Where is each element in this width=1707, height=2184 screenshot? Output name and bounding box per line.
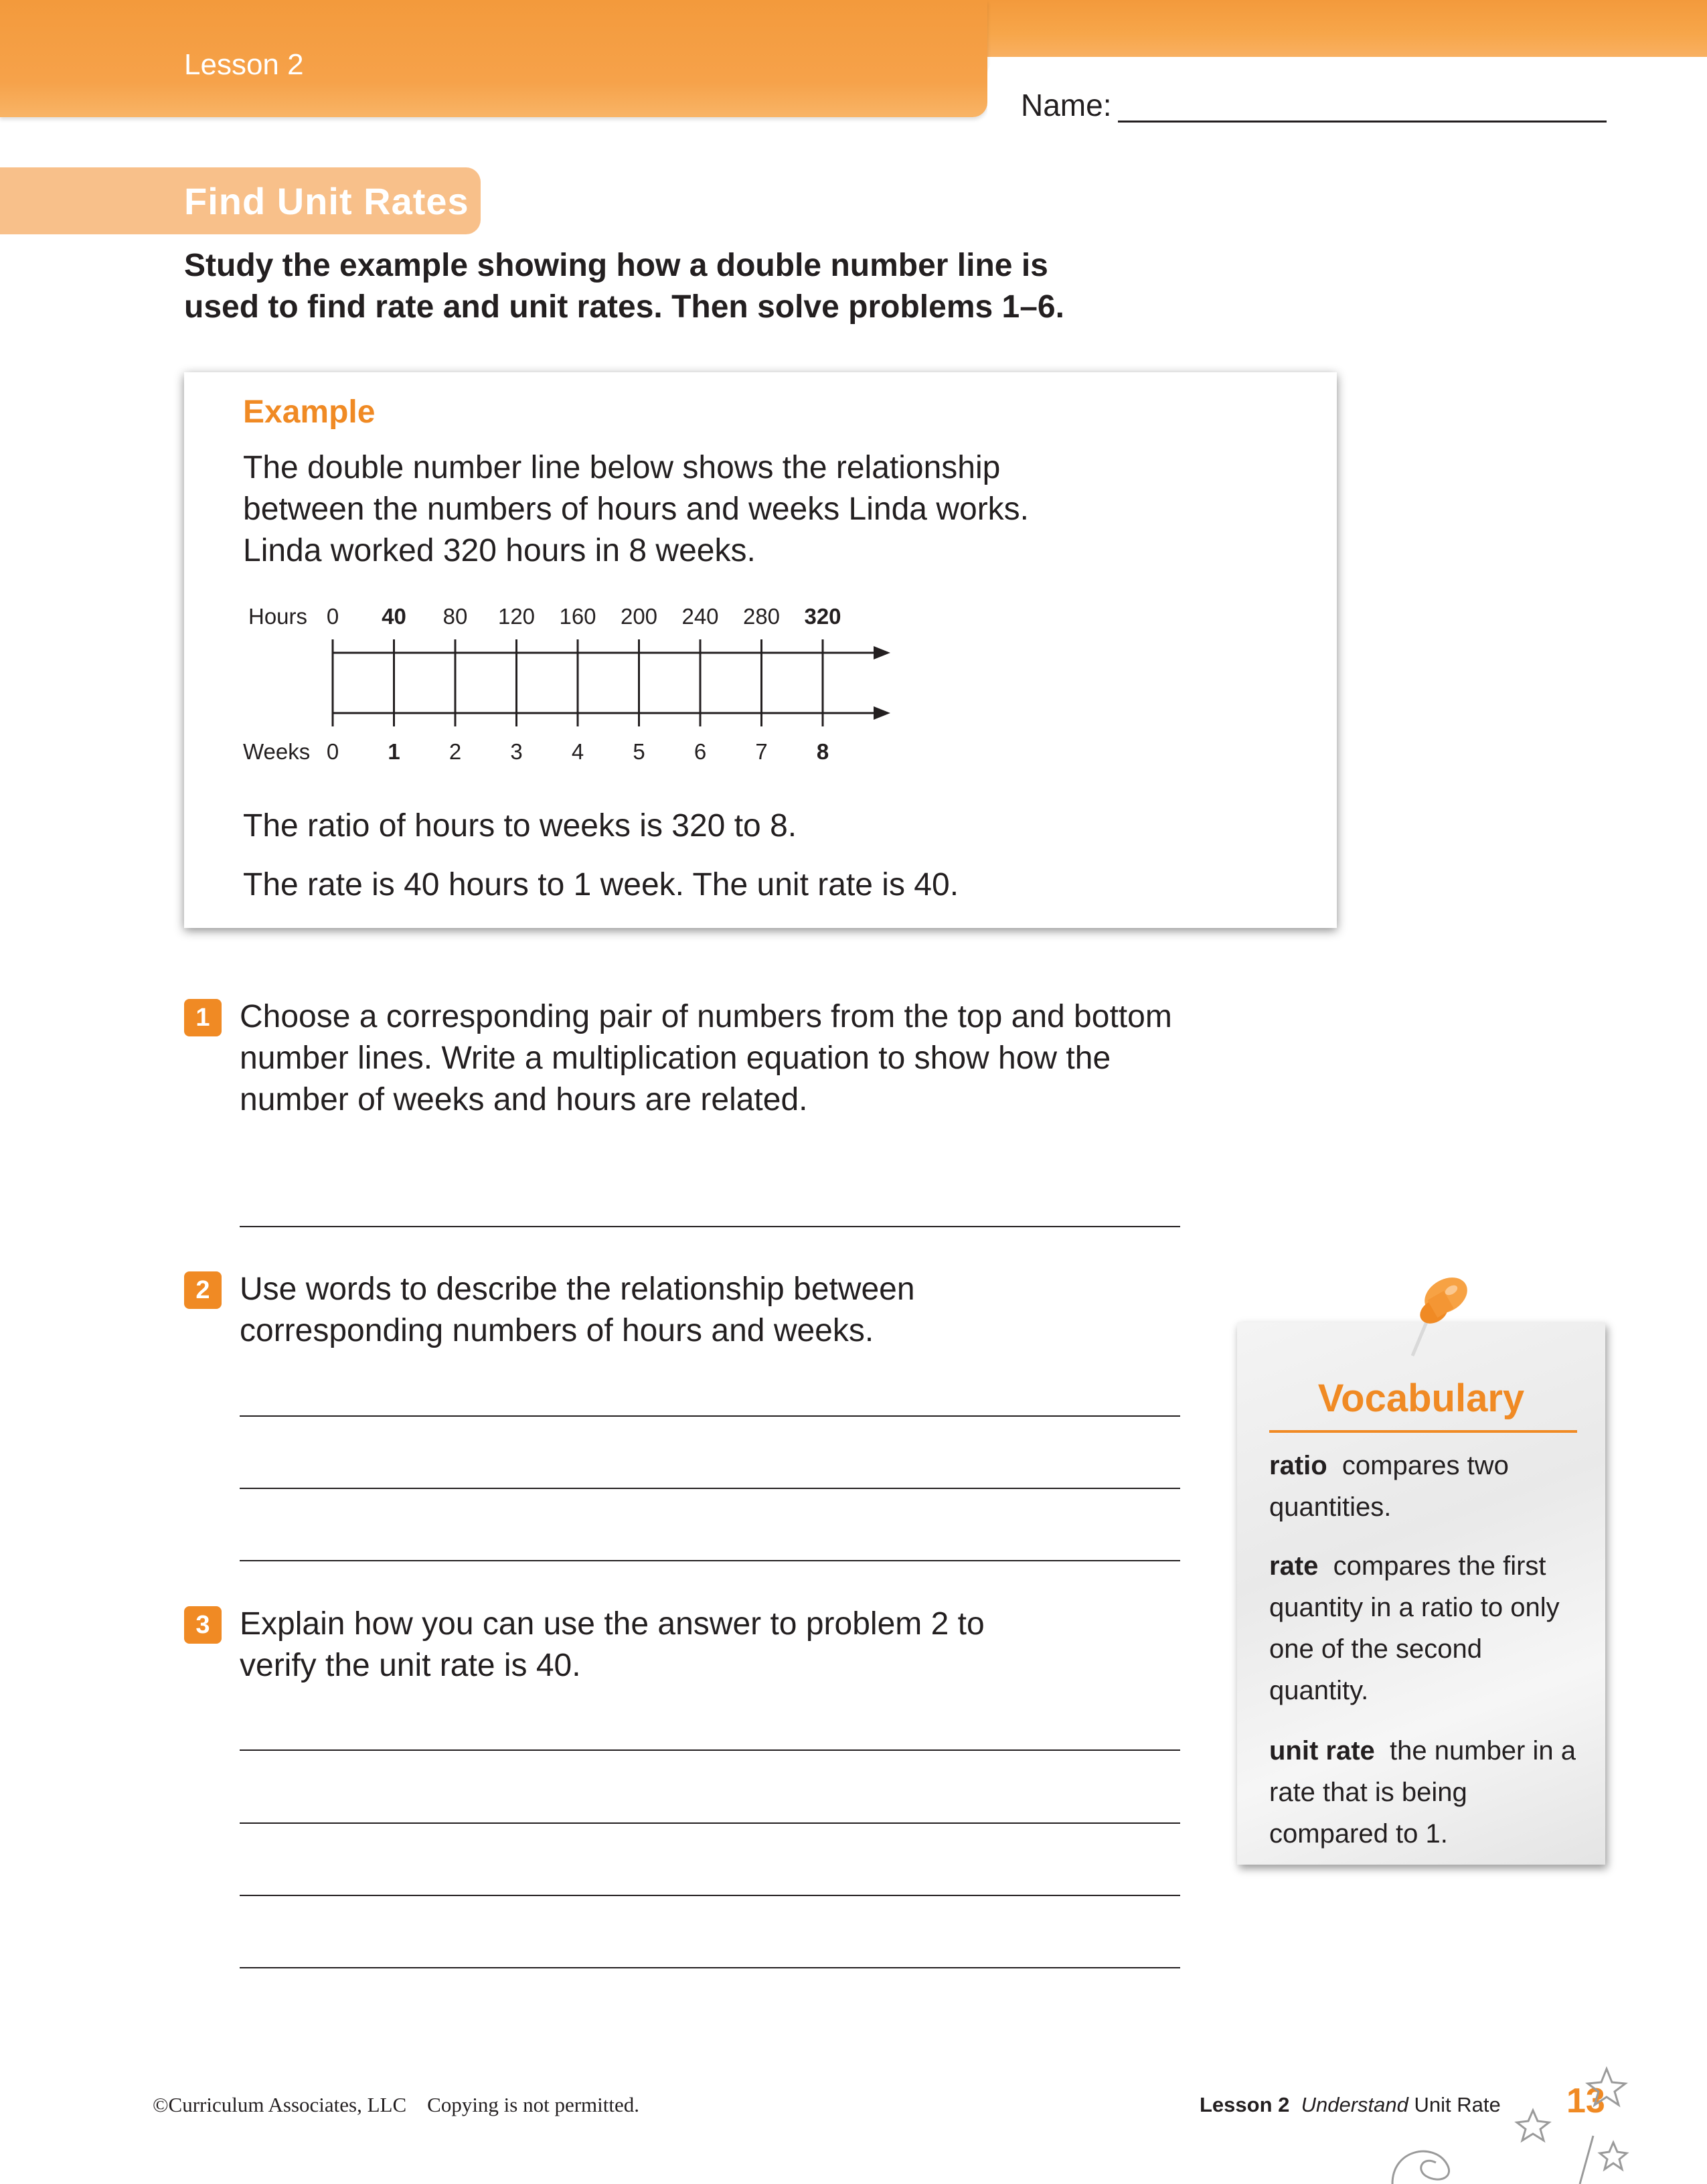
vocab-definition: compares the first quantity in a ratio to only one of the second quantity. [1269, 1551, 1560, 1705]
hours-tick-label: 320 [804, 604, 841, 629]
hours-tick-label: 200 [620, 604, 658, 629]
hours-tick-label: 280 [742, 604, 781, 629]
weeks-tick-label: 5 [633, 739, 645, 764]
footer-lesson-italic: Understand [1301, 2093, 1408, 2116]
vocabulary-divider [1269, 1430, 1577, 1433]
hours-tick-label: 160 [559, 604, 596, 629]
name-input-line[interactable] [1118, 121, 1607, 123]
hours-tick-label: 120 [497, 604, 536, 629]
page-number: 13 [1566, 2082, 1605, 2120]
footer-copyright: ©Curriculum Associates, LLC Copying is not permitted. [153, 2093, 640, 2116]
vocab-term: ratio [1269, 1451, 1327, 1480]
answer-line[interactable] [240, 1749, 1180, 1751]
weeks-axis-label: Weeks [243, 739, 311, 764]
header-banner [0, 0, 987, 117]
weeks-tick-label: 8 [816, 739, 829, 764]
ratio-statement: The ratio of hours to weeks is 320 to 8. [243, 808, 797, 844]
weeks-arrow-icon [874, 706, 890, 720]
vocabulary-title: Vocabulary [1317, 1377, 1525, 1420]
weeks-tick-label: 3 [510, 739, 523, 764]
weeks-tick-label: 6 [694, 739, 707, 764]
vocab-entry-rate [1269, 1545, 1584, 1711]
question-number-1: 1 [184, 999, 222, 1036]
example-text: The double number line below shows the relationship between the numbers of hours and weeks Linda works. Linda worked 320 hours in 8 weeks. [243, 450, 1030, 568]
hours-tick-label: 0 [326, 604, 339, 629]
weeks-tick-label: 0 [326, 739, 339, 764]
double-number-line [238, 596, 907, 777]
weeks-tick-label: 4 [571, 739, 584, 764]
weeks-tick-label: 1 [388, 739, 400, 764]
hours-axis-label: Hours [248, 604, 308, 629]
hours-tick-label: 40 [382, 604, 406, 629]
hours-tick-label: 80 [442, 604, 468, 629]
answer-line[interactable] [240, 1895, 1180, 1896]
question-number-3: 3 [184, 1606, 222, 1644]
footer-lesson-title: Unit Rate [1414, 2093, 1501, 2116]
question-number-2: 2 [184, 1271, 222, 1309]
decorative-stars-icon [1379, 2062, 1647, 2184]
question-text-2: Use words to describe the relationship between corresponding numbers of hours and weeks. [240, 1271, 915, 1348]
vocab-term: rate [1269, 1551, 1319, 1581]
name-label: Name: [1021, 88, 1112, 123]
answer-line[interactable] [240, 1822, 1180, 1824]
answer-line[interactable] [240, 1415, 1180, 1417]
question-text-1: Choose a corresponding pair of numbers from the top and bottom number lines. Write a multiplication equation to show how the number of weeks and hours are related. [240, 999, 1172, 1117]
lesson-label: Lesson 2 [184, 48, 304, 81]
question-text-3: Explain how you can use the answer to problem 2 to verify the unit rate is 40. [240, 1606, 985, 1683]
section-title: Find Unit Rates [184, 180, 469, 222]
hours-tick-label: 240 [681, 604, 719, 629]
intro-instructions: Study the example showing how a double number line is used to find rate and unit rates. Then solve problems 1–6. [184, 248, 1064, 325]
vocab-term: unit rate [1269, 1736, 1375, 1766]
vocab-entry-ratio [1269, 1445, 1584, 1528]
weeks-tick-label: 7 [755, 739, 768, 764]
answer-line[interactable] [240, 1967, 1180, 1968]
answer-line[interactable] [240, 1488, 1180, 1489]
weeks-tick-label: 2 [449, 739, 462, 764]
vocab-entry-unit-rate [1269, 1730, 1584, 1855]
example-title: Example [243, 394, 376, 430]
answer-line[interactable] [240, 1226, 1180, 1227]
rate-statement: The rate is 40 hours to 1 week. The unit rate is 40. [243, 867, 959, 903]
footer-lesson-label: Lesson 2 [1200, 2093, 1290, 2116]
pushpin-icon [1392, 1269, 1486, 1369]
vocab-definition: the number in a rate that is being compared to 1. [1269, 1736, 1576, 1849]
answer-line[interactable] [240, 1560, 1180, 1561]
hours-arrow-icon [874, 646, 890, 659]
vocab-definition: compares two quantities. [1269, 1451, 1509, 1522]
